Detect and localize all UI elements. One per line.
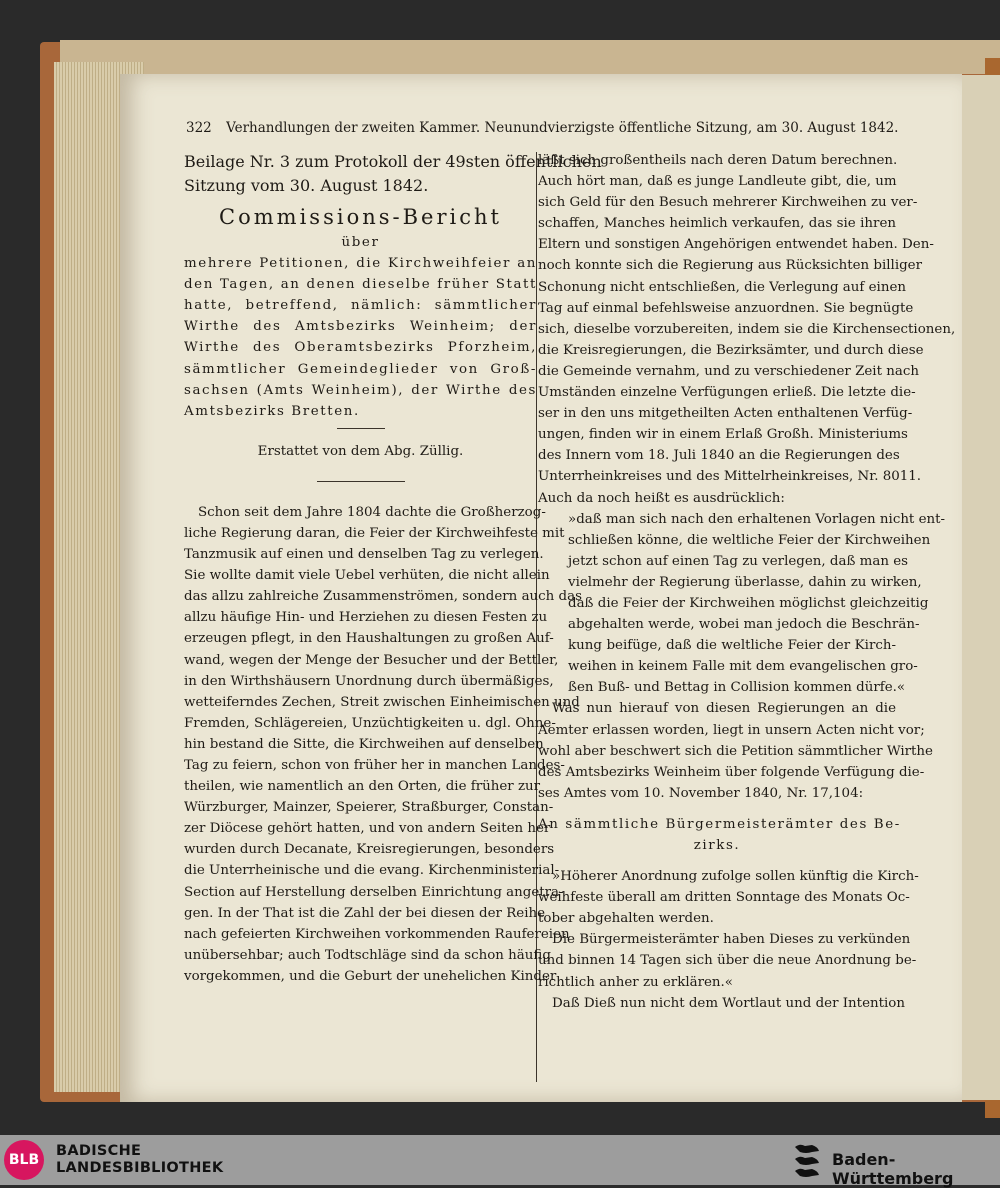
beilage-line: Sitzung vom 30. August 1842. <box>184 176 429 195</box>
subject-line: Wirthe des Amtsbezirks Weinheim; der <box>184 319 537 335</box>
body-line: Unterrheinkreises und des Mittelrheinkreises, Nr. 8011. <box>538 469 922 485</box>
right-column <box>538 150 956 1014</box>
spacer <box>538 804 896 814</box>
body-line: Würzburger, Mainzer, Speierer, Straßburger, Constan- <box>184 800 554 816</box>
body-line: Umständen einzelne Verfügungen erließ. Die letzte die- <box>538 385 916 401</box>
body-line: hin bestand die Sitte, die Kirchweihen auf denselben <box>184 736 544 752</box>
body-line: die Kreisregierungen, die Bezirksämter, und durch diese <box>538 342 924 358</box>
book-top-edge <box>60 40 1000 74</box>
book-right-page-edge <box>962 75 1000 1100</box>
body-line: Tag auf einmal befehlsweise anzuordnen. Sie begnügte <box>538 300 914 316</box>
body-line: schaffen, Manches heimlich verkaufen, das sie ihren <box>538 216 896 232</box>
beilage-heading <box>184 150 602 198</box>
body-line: ses Amtes vom 10. November 1840, Nr. 17,104: <box>538 785 864 801</box>
body-line: vorgekommen, und die Geburt der unehelichen Kinder <box>184 968 557 984</box>
body-line: richtlich anher zu erklären.« <box>538 974 733 990</box>
section-rule <box>317 481 405 482</box>
quote-line: schließen könne, die weltliche Feier der Kirchweihen <box>568 532 931 548</box>
left-column <box>184 150 602 987</box>
body-line: allzu häufige Hin- und Herziehen zu diesen Festen zu <box>184 610 548 626</box>
quote-line: jetzt schon auf einen Tag zu verlegen, daß man es <box>568 553 909 569</box>
subject-line: den Tagen, an denen dieselbe früher Statt <box>184 277 537 293</box>
body-line: noch konnte sich die Regierung aus Rücksichten billiger <box>538 258 923 274</box>
body-line: die Gemeinde vernahm, und zu verschiedener Zeit nach <box>538 363 919 379</box>
body-line: nach gefeierten Kirchweihen vorkommenden Raufereien <box>184 926 570 942</box>
body-line: wand, wegen der Menge der Besucher und der Bettler, <box>184 652 559 668</box>
section-rule <box>337 428 385 429</box>
state-name[interactable]: Baden-Württemberg <box>832 1150 954 1188</box>
address-line: An sämmtliche Bürgermeisterämter des Be- <box>538 816 901 832</box>
document-page <box>120 74 962 1102</box>
body-line: das allzu zahlreiche Zusammenströmen, sondern auch das <box>184 589 582 605</box>
report-subject <box>184 253 537 422</box>
subject-line: mehrere Petitionen, die Kirchweihfeier an <box>184 256 537 272</box>
subject-line: sachsen (Amts Weinheim), der Wirthe des <box>184 382 537 398</box>
body-line: läßt sich großentheils nach deren Datum berechnen. <box>538 153 898 168</box>
page-header <box>186 120 946 136</box>
paragraph-continuation <box>538 150 956 509</box>
body-line: zer Diöcese gehört hatten, und von andern Seiten her <box>184 821 551 837</box>
body-line: Section auf Herstellung derselben Einrichtung angetra- <box>184 884 564 900</box>
quote-line: ßen Buß- und Bettag in Collision kommen dürfe.« <box>568 680 906 696</box>
body-line: unübersehbar; auch Todtschläge sind da schon häufig <box>184 947 551 963</box>
body-line: Tag zu feiern, schon von früher her in manchen Landes- <box>184 757 565 773</box>
quote-line: weihen in keinem Falle mit dem evangelischen gro- <box>568 659 918 675</box>
report-subtitle: über <box>341 235 380 250</box>
report-body <box>184 502 582 987</box>
body-line: und binnen 14 Tagen sich über die neue Anordnung be- <box>538 953 917 969</box>
report-title: Commissions-Bericht <box>219 205 502 229</box>
body-line: Auch da noch heißt es ausdrücklich: <box>538 490 785 506</box>
quote-line: abgehalten werde, wobei man jedoch die Beschrän- <box>568 617 920 633</box>
body-line: Fremden, Schlägereien, Unzüchtigkeiten u. dgl. Ohne- <box>184 715 556 731</box>
body-line: ser in den uns mitgetheilten Acten enthaltenen Verfüg- <box>538 406 913 422</box>
quote-line: »daß man sich nach den erhaltenen Vorlagen nicht ent- <box>568 511 946 527</box>
body-line: Schon seit dem Jahre 1804 dachte die Großherzog- <box>198 504 546 520</box>
paragraph <box>538 866 919 1014</box>
body-line: die Unterrheinische und die evang. Kirchenministerial- <box>184 863 560 879</box>
beilage-line: Beilage Nr. 3 zum Protokoll der 49sten öffentlichen <box>184 152 602 171</box>
page-number: 322 <box>186 120 212 136</box>
body-line: Auch hört man, daß es junge Landleute gibt, die, um <box>538 174 897 190</box>
body-line: ungen, finden wir in einem Erlaß Großh. Ministeriums <box>538 427 908 443</box>
quote-line: vielmehr der Regierung überlasse, dahin zu wirken, <box>568 574 922 590</box>
baden-wuerttemberg-lions-icon <box>792 1141 822 1179</box>
body-line: theilen, wie namentlich an den Orten, die früher zur <box>184 779 541 795</box>
body-line: sich, dieselbe vorzubereiten, indem sie die Kirchensectionen, <box>538 321 956 337</box>
address-line: zirks. <box>693 838 741 853</box>
subject-line: hatte, betreffend, nämlich: sämmtlicher <box>184 298 537 314</box>
paragraph <box>538 698 933 803</box>
author-signature: Erstattet von dem Abg. Züllig. <box>257 443 464 459</box>
spacer <box>538 856 896 866</box>
body-line: wurden durch Decanate, Kreisregierungen, besonders <box>184 842 555 858</box>
body-line: Aemter erlassen worden, liegt in unsern Acten nicht vor; <box>538 722 925 738</box>
body-line: Tanzmusik auf einen und denselben Tag zu verlegen. <box>184 547 544 563</box>
body-line: liche Regierung daran, die Feier der Kirchweihfeste mit <box>184 525 565 541</box>
body-line: tober abgehalten werden. <box>538 911 714 927</box>
viewer-footer <box>0 1135 1000 1188</box>
body-line: weihfeste überall am dritten Sonntage des Monats Oc- <box>538 890 910 906</box>
body-line: Schonung nicht entschließen, die Verlegung auf einen <box>538 279 907 295</box>
blb-logo[interactable]: BLB <box>4 1140 44 1180</box>
library-name-line: BADISCHE <box>56 1143 142 1159</box>
library-name-line: LANDESBIBLIOTHEK <box>56 1160 224 1176</box>
body-line: Die Bürgermeisterämter haben Dieses zu verkünden <box>552 932 911 948</box>
body-line: gen. In der That ist die Zahl der bei diesen der Reihe <box>184 905 546 921</box>
body-line: sich Geld für den Besuch mehrerer Kirchweihen zu ver- <box>538 195 918 211</box>
decree-address <box>538 814 901 856</box>
body-line: erzeugen pflegt, in den Haushaltungen zu großen Auf- <box>184 631 554 647</box>
quote-line: kung beifüge, daß die weltliche Feier der Kirch- <box>568 638 896 654</box>
body-line: Daß Dieß nun nicht dem Wortlaut und der Intention <box>552 995 905 1011</box>
body-line: Sie wollte damit viele Uebel verhüten, die nicht allein <box>184 568 550 584</box>
body-line: wohl aber beschwert sich die Petition sämmtlicher Wirthe <box>538 743 933 759</box>
library-name[interactable] <box>56 1143 223 1177</box>
subject-line: sämmtlicher Gemeindeglieder von Groß- <box>184 361 537 377</box>
body-line: Was nun hierauf von diesen Regierungen an die <box>552 701 896 717</box>
body-line: wetteiferndes Zechen, Streit zwischen Einheimischen und <box>184 694 580 710</box>
body-line: in den Wirthshäusern Unordnung durch übermäßiges, <box>184 673 554 689</box>
subject-line: Wirthe des Oberamtsbezirks Pforzheim, <box>184 340 537 356</box>
body-line: des Innern vom 18. Juli 1840 an die Regierungen des <box>538 448 900 464</box>
body-line: des Amtsbezirks Weinheim über folgende Verfügung die- <box>538 764 925 780</box>
quote-line: daß die Feier der Kirchweihen möglichst gleichzeitig <box>568 595 929 611</box>
quoted-decree <box>538 509 946 699</box>
body-line: Eltern und sonstigen Angehörigen entwendet haben. Den- <box>538 237 934 253</box>
subject-line: Amtsbezirks Bretten. <box>184 403 360 419</box>
body-line: »Höherer Anordnung zufolge sollen künftig die Kirch- <box>552 869 919 885</box>
running-title: Verhandlungen der zweiten Kammer. Neunundvierzigste öffentliche Sitzung, am 30. August 1842. <box>226 120 899 136</box>
